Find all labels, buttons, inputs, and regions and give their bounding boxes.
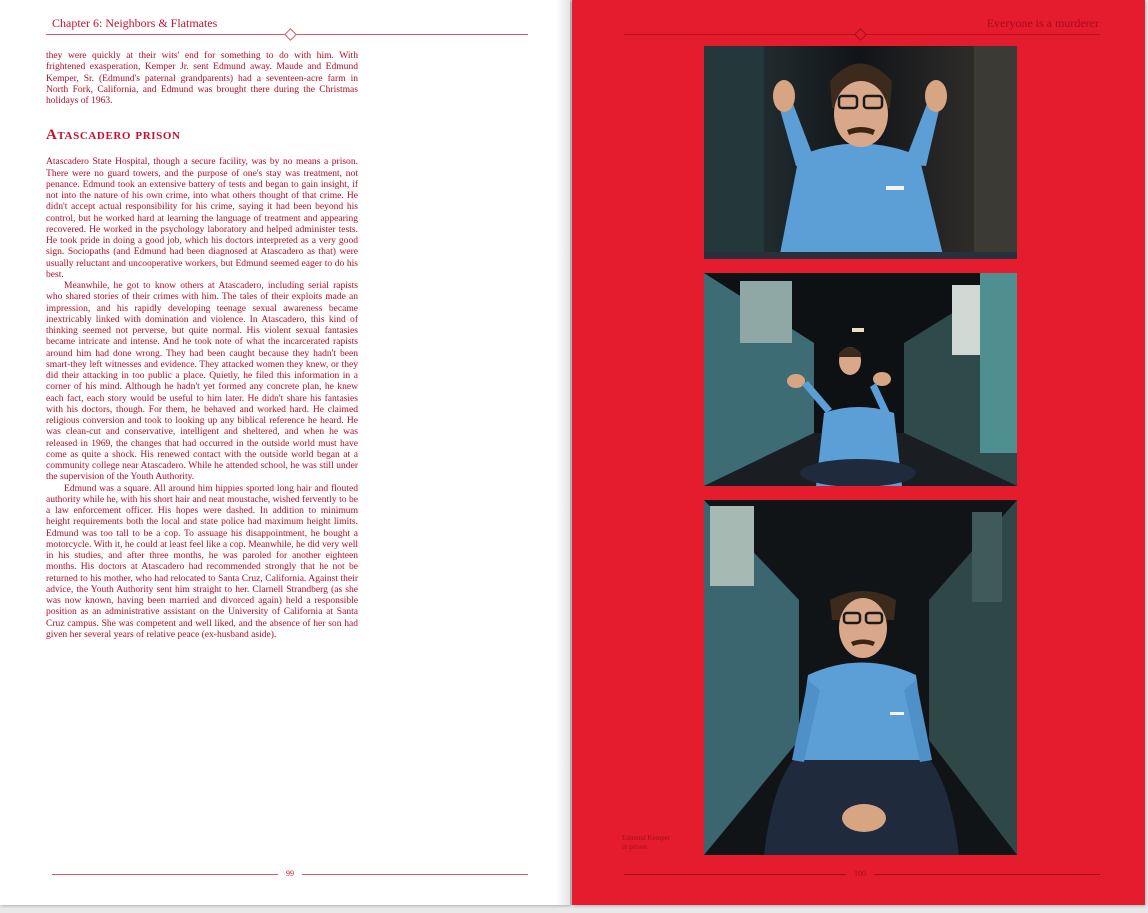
- photo-corridor-image: [704, 273, 1017, 486]
- paragraph-3: Edmund was a square. All around him hippies sported long hair and flouted authority while he, with his short hair and neat moustache, wished fervently to be a law enforcement officer. His hopes were dashed. In addition to minimum height requirements both the local and state police had maximum height limits. Edmund was too tall to be a cop. To assuage his disappointment, he bought a motorcycle. With it, he could at least feel like a cop. Meanwhile, he did very well in his studies, and after three months, he was paroled for another eighteen months. His doctors at Atascadero had recommended strongly that he not be returned to his mother, who had relocated to Santa Cruz, California. Against their advice, the Youth Authority sent him straight to her. Clarnell Strandberg (as she was now known, having been married and divorced again) held a responsible position as an administrative assistant on the University of California at Santa Cruz campus. She was competent and well liked, and the absence of her son had given her several years of relative peace (ex-husband aside).: [46, 482, 358, 640]
- running-head-left: Chapter 6: Neighbors & Flatmates: [52, 16, 218, 30]
- header-diamond-left: [284, 28, 297, 41]
- footer-rule-right-b: [874, 874, 1100, 875]
- photo-seated-image: [704, 500, 1017, 855]
- footer-rule-right-a: [624, 874, 846, 875]
- caption-line-1: Edmund Kemper: [622, 834, 671, 842]
- header-diamond-right: [854, 28, 867, 41]
- paragraph-1: Atascadero State Hospital, though a secure facility, was by no means a prison. There were no guard towers, and the purpose of one's stay was treatment, not penance. Edmund took an extensive battery of tests and began to gain insight, if not into the nature of his own crime, into what others thought of that crime. He didn't accept actual responsibility for his crime, saying it had been beyond his control, but he worked hard at learning the language of treatment and appearing recovered. He worked in the psychology laboratory and helped administer tests. He took pride in doing a good job, which his doctors interpreted as a very good sign. Sociopaths (and Edmund had been diagnosed at Atascadero as that) were usually reluctant and uncooperative workers, but Edmund seemed eager to do his best.: [46, 156, 358, 280]
- photo-kemper-corridor: [704, 273, 1017, 486]
- footer-rule-left-b: [302, 874, 528, 875]
- photo-kemper-seated: [704, 500, 1017, 855]
- running-head-right: Everyone is a murderer: [986, 16, 1099, 30]
- photo-closeup-image: [704, 46, 1017, 259]
- right-page: [572, 0, 1145, 905]
- caption-line-2: in prison: [622, 843, 647, 851]
- photo-kemper-closeup: [704, 46, 1017, 259]
- intro-paragraph: they were quickly at their wits' end for something to do with him. With frightened exasperation, Kemper Jr. sent Edmund away. Maude and Edmund Kemper, Sr. (Edmund's paternal grandparents) had a seventeen-acre farm in North Fork, California, and Edmund was brought there during the Christmas holidays of 1963.: [46, 50, 358, 106]
- page-number-left: 99: [286, 869, 294, 878]
- footer-rule-left-a: [52, 874, 278, 875]
- paragraph-2: Meanwhile, he got to know others at Atascadero, including serial rapists who shared stories of their crimes with him. The tales of their exploits made an impression, and his rapidly developing teenage sexual awareness became inextricably linked with domination and violence. In Atascadero, this kind of thinking seemed not perverse, but quite normal. His violent sexual fantasies became intricate and intense. And he took note of what the incarcerated rapists around him had done wrong. They had been caught because they hadn't been smart-they left witnesses and evidence. They attacked women they knew, or they did their attacking in too public a place. Quietly, he filed this information in a corner of his mind. Although he hadn't yet formed any concrete plan, he knew each fact, each story would be useful to him later. He didn't share his fantasies with his doctors, though. For them, he behaved and worked hard. He claimed religious conversion and took to looking up any biblical reference he heard. He was clean-cut and conservative, intelligent and sheltered, and when he was released in 1969, the changes that had occurred in the outside world must have come as quite a shock. His renewed contact with the outside world began at a community college near Atascadero. While he attended school, he was still under the supervision of the Youth Authority.: [46, 280, 358, 483]
- article-body: [46, 50, 358, 640]
- book-gutter-shadow: [556, 0, 572, 905]
- left-page: [0, 0, 570, 905]
- photo-caption: [622, 834, 670, 852]
- section-heading: Atascadero prison: [46, 127, 181, 144]
- page-number-right: 100: [854, 869, 866, 878]
